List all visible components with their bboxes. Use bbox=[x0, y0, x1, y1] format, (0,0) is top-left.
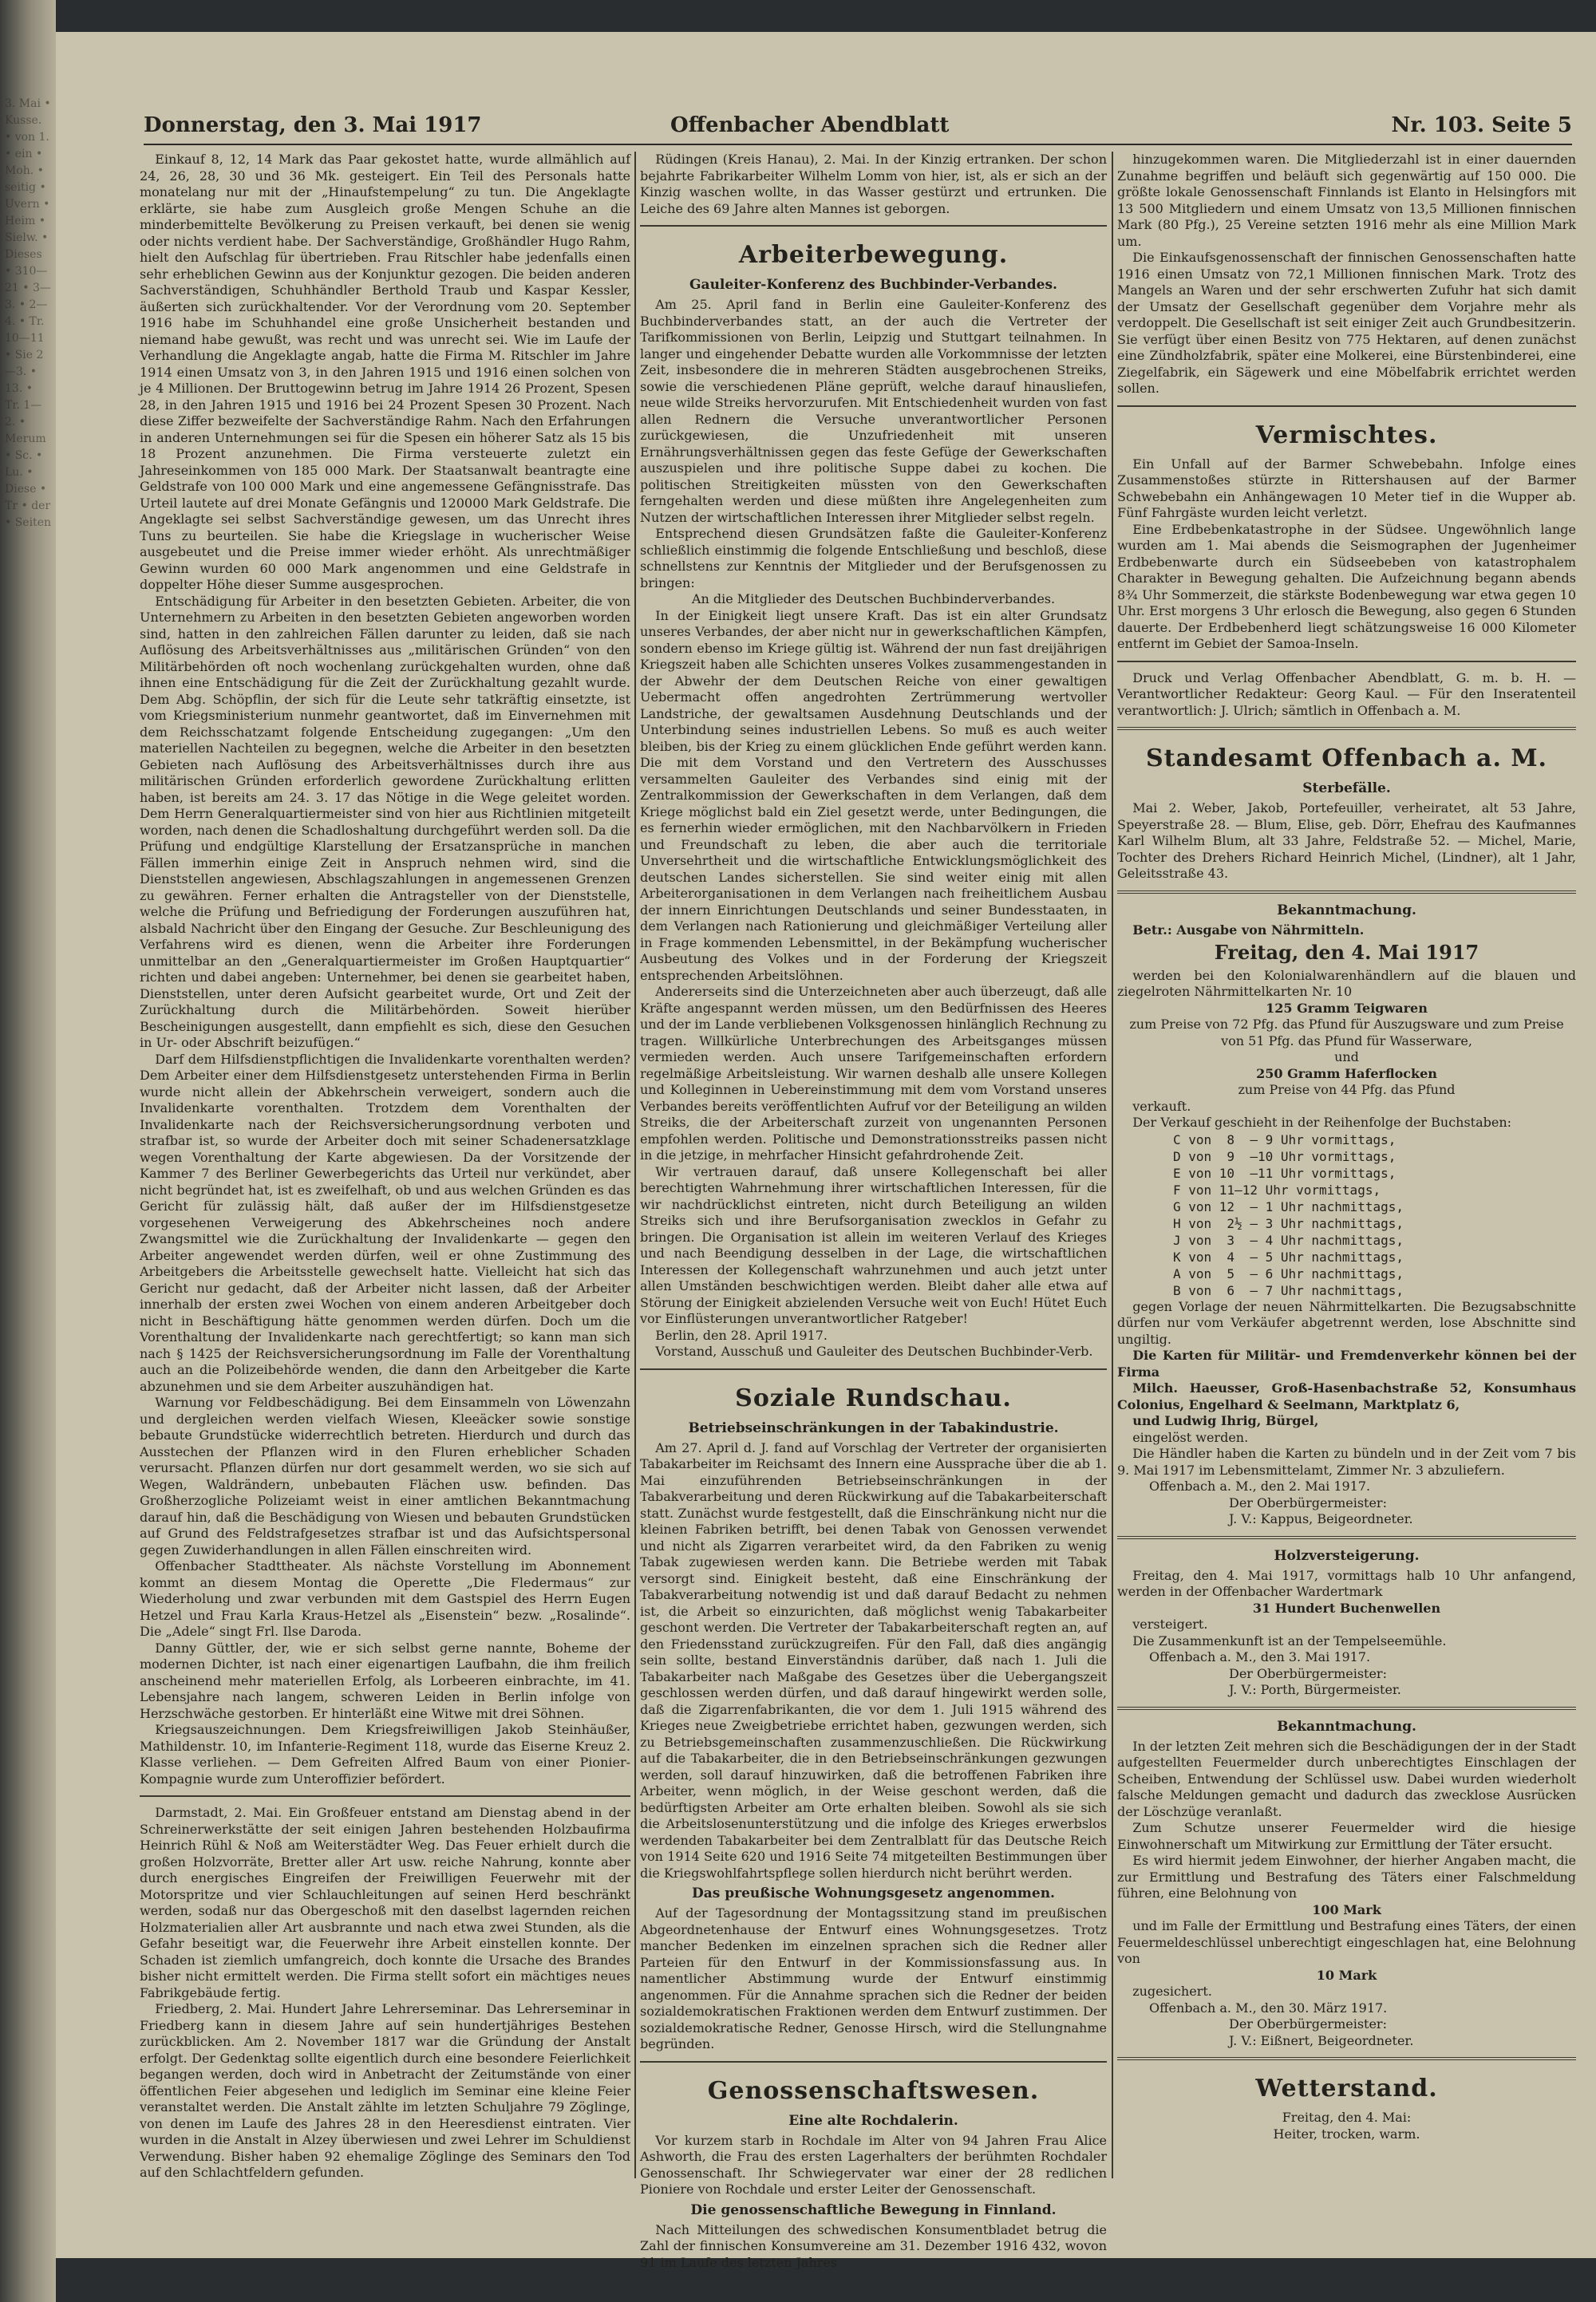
divider bbox=[140, 1795, 630, 1797]
notice-text: Die Händler haben die Karten zu bündeln und in der Zeit vom 7 bis 9. Mai 1917 im Lebensmittelamt, Zimmer Nr. 3 abzuliefern. bbox=[1117, 1446, 1576, 1478]
section-heading-labor: Arbeiterbewegung. bbox=[738, 241, 1009, 269]
weather-forecast: Heiter, trocken, warm. bbox=[1273, 2126, 1420, 2142]
schedule-row: C von 8 — 9 Uhr vormittags, bbox=[1173, 1131, 1396, 1147]
notice-text: und Ludwig Ihrig, Bürgel, bbox=[1132, 1413, 1319, 1428]
schedule-row: A von 5 — 6 Uhr nachmittags, bbox=[1173, 1266, 1404, 1281]
subheading-finland: Die genossenschaftliche Bewegung in Finnland. bbox=[690, 2201, 1057, 2218]
divider bbox=[640, 225, 1107, 227]
article-dateline: Berlin, den 28. April 1917. bbox=[655, 1327, 828, 1343]
notice-dateline: Offenbach a. M., den 2. Mai 1917. bbox=[1149, 1479, 1371, 1494]
divider bbox=[1117, 1707, 1576, 1710]
article-earthquake: Eine Erdbebenkatastrophe in der Südsee. Ungewöhnlich lange wurden am 1. Mai abends die Seismographen der Jugenheimer Erdbebenwarte durch ein Südseebeben von katastrophalem Charakter in Bewegung gehalten. Die Aufzeichnung begann abends 8¾ Uhr Sommerzeit, die stärkste Bodenbewegung war etwa gegen 10 Uhr. Erst morgens 3 Uhr erlosch die Bewegung, also gegen 6 Stunden dauerte. Der Erdbebenherd liegt schätzungsweise 16 000 Kilometer entfernt im Gebiet der Samoa-Inseln. bbox=[1117, 521, 1576, 651]
adjacent-page-text: 3. Mai • Kusse. • von 1. • ein • Moh. • seitig • Uvern • Heim • Sielw. • Dieses • 310—21 • 3—3. • 2—4. • Tr. 10—11 • Sie 2—3. • 13. • Tr. 1—2. • Merum • Sc. • Lu. • Diese • Tr • der • Seiten bbox=[5, 97, 51, 529]
notice-text: zum Preise von 72 Pfg. das Pfund für Auszugsware und zum Preise von 51 Pfg. das Pfund für Wasserware, bbox=[1129, 1017, 1564, 1048]
notice-signatory-title: Der Oberbürgermeister: bbox=[1229, 1495, 1387, 1510]
article-rochdale: Vor kurzem starb in Rochdale im Alter von 94 Jahren Frau Alice Ashworth, die Frau des ersten Lagerhalters der berühmten Rochdaler Genossenschaft. Ihr Schwiegervater war einer der 28 redlichen Pioniere von Rochdale und erster Leiter der Genossenschaft. bbox=[640, 2132, 1107, 2197]
notice-text: eingelöst werden. bbox=[1132, 1429, 1249, 1445]
divider bbox=[640, 1368, 1107, 1370]
notice-wood-auction bbox=[1117, 1547, 1576, 1699]
subheading-housing-law: Das preußische Wohnungsgesetz angenommen. bbox=[692, 1885, 1055, 1901]
notice-text: Die Karten für Militär- und Fremdenverkehr können bei der Firma bbox=[1117, 1348, 1576, 1380]
notice-text: werden bei den Kolonialwarenhändlern auf die blauen und ziegelroten Nährmittelkarten Nr. 10 bbox=[1117, 967, 1576, 999]
article-shoe-trial: Einkauf 8, 12, 14 Mark das Paar gekostet hatte, wurde allmählich auf 24, 26, 28, 30 und 36 Mk. gesteigert. Ein Teil des Personals hatte monatelang nur mit der „Hinaufstempelung“ zu tun. Die Angeklagte erklärte, sie habe zum Ausgleich große Mengen Schuhe an die minderbemittelte Bevölkerung zu Preisen verkauft, bei denen sie wenig oder nichts verdient habe. Der Sachverständige, Großhändler Hugo Rahm, hielt den Aufschlag für übertrieben. Frau Ritschler habe jedenfalls einen sehr erheblichen Gewinn aus der Konjunktur gezogen. Die beiden anderen Sachverständigen, Schuhhändler Berthold Traub und Kaspar Kessler, äußerten sich zurückhaltender. Vor der Verordnung vom 20. September 1916 habe im Schuhhandel eine große Unsicherheit bestanden und niemand habe gewußt, was recht und was unrecht sei. Wie im Laufe der Verhandlung die Angeklagte angab, hatte die Firma M. Ritschler im Jahre 1914 einen Umsatz von 3, in den Jahren 1915 und 1916 einen solchen von je 4 Millionen. Der Bruttogewinn betrug im Jahre 1914 26 Prozent, Spesen 28, in den Jahren 1915 und 1916 bei 24 Prozent Spesen 30 Prozent. Nach diese Ziffer bezweifelte der Sachverständige Rahm. Nach den Erfahrungen in anderen Unternehmungen sei für die Spesen ein höherer Satz als 15 bis 18 Prozent anzunehmen. Die Firma versteuerte zuletzt ein Jahreseinkommen von 185 000 Mark. Der Staatsanwalt beantragte eine Geldstrafe von 100 000 Mark und eine angemessene Gefängnisstrafe. Das Urteil lautete auf drei Monate Gefängnis und 120000 Mark Geldstrafe. Die Angeklagte sei selbst Sachverständige gewesen, um das Unrecht ihres Tuns zu beurteilen. Sie habe die Kriegslage in wucherischer Weise ausgebeutet und die Preise immer wieder erhöht. Als unrechtmäßiger Gewinn wurden 60 000 Mark angenommen und eine Geldstrafe in doppelter Höhe dieser Summe ausgesprochen. bbox=[140, 152, 630, 592]
notice-title: Holzversteigerung. bbox=[1274, 1547, 1420, 1564]
notice-food-distribution bbox=[1117, 902, 1576, 1528]
article-tobacco: Am 27. April d. J. fand auf Vorschlag der Vertreter der organisierten Tabakarbeiter im Reichsamt des Innern eine Aussprache über die ab 1. Mai einzuführenden Betriebseinschränkungen in der Tabakverarbeitung und deren Rückwirkung auf die Tabakarbeiterschaft statt. Zunächst wurde festgestellt, daß die Einschränkung nicht nur die kleinen Fabriken betrifft, bei denen Tabak von Genossen verwendet und nicht als Zigarren verarbeitet wird, da den Fabriken zu wenig Tabak zugewiesen werden kann. Die Betriebe werden mit Tabak versorgt sind. Einigkeit besteht, daß eine Einschränkung der Tabakverarbeitung notwendig ist und daß darauf Bedacht zu nehmen ist, die Arbeit so einzurichten, daß möglichst wenig Tabakarbeiter geschont werden. Die Vertreter der Tabakarbeiterschaft regten an, auf den Friedensstand zurückzugreifen. Für den Fall, daß dies angängig sein sollte, bestand Einverständnis darüber, daß nach 1. Juli die Tabakarbeiter nach Maßgabe des Gesetzes über die Uebergangszeit geschlossen werden dürfen, und daß darauf hingewirkt werden solle, daß die Zigarrenfabrikanten, die vor dem 1. Juli 1915 während des Krieges neue Zweigbetriebe errichtet haben, gezwungen werden, sich zu Betriebsgemeinschaften zusammenzuschließen. Die Rückwirkung auf die Tabakarbeiter, die in den Betriebseinschränkungen gezwungen werden, soll darauf hinzuwirken, daß die betroffenen Fabriken ihre Arbeiter, wenn möglich, in der Weise geschont werden, daß die bedürftigsten Arbeiter am Orte erhalten bleiben. Sowohl als sie sich die Arbeitslosenunterstützung und die infolge des Krieges erwerbslos werdenden Tabakarbeiter bei dem Zentralblatt für das Deutsche Reich von 1914 Seite 620 und 1916 Seite 74 mitgeteilten Bestimmungen über die Kriegswohlfahrtspflege sollen hierdurch nicht berührt werden. bbox=[640, 1439, 1107, 1881]
article-finland-wholesale: Die Einkaufsgenossenschaft der finnischen Genossenschaften hatte 1916 einen Umsatz von 72,1 Millionen finnischen Mark. Trotz des Mangels an Waren und der sehr erschwerten Zufuhr hat sich damit der Umsatz der Gesellschaft gegenüber dem Vorjahre mehr als verdoppelt. Die Gesellschaft ist seit einiger Zeit auch Grundbesitzerin. Sie verfügt über einen Besitz von 775 Hektaren, auf denen zunächst eine Zündholzfabrik, später eine Molkerei, eine Bürstenbinderei, eine Ziegelfabrik, ein Sägewerk und eine Möbelfabrik errichtet werden sollen. bbox=[1117, 250, 1576, 396]
schedule-row: H von 2½ — 3 Uhr nachmittags, bbox=[1173, 1215, 1404, 1231]
notice-fire-alarms bbox=[1117, 1718, 1576, 2050]
notice-text: zugesichert. bbox=[1132, 1984, 1212, 1999]
masthead-paper: Offenbacher Abendblatt bbox=[670, 113, 950, 137]
notice-text: Freitag, den 4. Mai 1917, vormittags halb 10 Uhr anfangend, werden in der Offenbacher Wardertmark bbox=[1117, 1567, 1576, 1599]
column-1 bbox=[140, 152, 630, 2180]
notice-dateline: Offenbach a. M., den 30. März 1917. bbox=[1149, 2000, 1388, 2016]
notice-text: gegen Vorlage der neuen Nährmittelkarten. Die Bezugsabschnitte dürfen nur vom Verkäufer abgetrennt werden, lose Abschnitte sind ungiltig. bbox=[1117, 1298, 1576, 1347]
column-3 bbox=[1117, 152, 1576, 2142]
masthead-page-number: Nr. 103. Seite 5 bbox=[1391, 113, 1572, 137]
subheading-tobacco: Betriebseinschränkungen in der Tabakindustrie. bbox=[688, 1420, 1059, 1436]
schedule-row: E von 10 —11 Uhr vormittags, bbox=[1173, 1165, 1396, 1181]
notice-item-wood: 31 Hundert Buchenwellen bbox=[1252, 1600, 1441, 1616]
notice-text: versteigert. bbox=[1132, 1617, 1208, 1632]
article-paragraph: Entsprechend diesen Grundsätzen faßte die Gauleiter-Konferenz schließlich einstimmig die folgende Entschließung und beschloß, diese schnellstens zur Kenntnis der Mitglieder und der Berufsgenossen zu bringen: bbox=[640, 526, 1107, 590]
article-finland: Nach Mitteilungen des schwedischen Konsumentbladet betrug die Zahl der finnischen Konsumvereine am 31. Dezember 1916 432, wovon 91 im Laufe des letzten Jahres bbox=[640, 2221, 1107, 2270]
article-signature: Vorstand, Ausschuß und Gauleiter des Deutschen Buchbinder-Verb. bbox=[655, 1344, 1093, 1359]
notice-text: Es wird hiermit jedem Einwohner, der hierher Angaben macht, die zur Ermittlung und Bestrafung des Täters einer Falschmeldung führen, eine Belohnung von bbox=[1117, 1853, 1576, 1901]
column-rule-right bbox=[1112, 152, 1113, 2178]
column-2 bbox=[640, 152, 1107, 2270]
subheading-conference: Gauleiter-Konferenz des Buchbinder-Verbandes. bbox=[689, 277, 1057, 293]
section-heading-miscellaneous: Vermischtes. bbox=[1255, 421, 1438, 449]
article-finland-cont: hinzugekommen waren. Die Mitgliederzahl ist in einer dauernden Zunahme begriffen und beläuft sich gegenwärtig auf 150 000. Die größte lokale Genossenschaft Finnlands ist Elanto in Helsingfors mit 13 500 Mitgliedern und einem Umsatz von 13,5 Millionen finnischen Mark (80 Pfg.), 25 Vereine setzten 1916 mehr als eine Million Mark um. bbox=[1117, 152, 1576, 249]
masthead bbox=[144, 110, 1572, 145]
article-theater: Offenbacher Stadttheater. Als nächste Vorstellung im Abonnement kommt an diesem Montag die Operette „Die Fledermaus“ zur Wiederholung und zwar verbunden mit dem Gastspiel des Herrn Eugen Hetzel und Frau Karla Kraus-Hetzel als „Eisenstein“ bezw. „Rosalinde“. Die „Adele“ singt Frl. Ilse Daroda. bbox=[140, 1558, 630, 1639]
notice-reward: 100 Mark bbox=[1312, 1901, 1381, 1917]
notice-subject: Betr.: Ausgabe von Nährmitteln. bbox=[1132, 922, 1365, 938]
notice-text: zum Preise von 44 Pfg. das Pfund bbox=[1238, 1082, 1456, 1097]
notice-text: und bbox=[1334, 1049, 1359, 1064]
notice-text: In der letzten Zeit mehren sich die Beschädigungen der in der Stadt aufgestellten Feuermelder durch unberechtigtes Einschlagen der Scheiben, Entwendung der Schlüssel usw. Dabei wurden wiederholt falsche Meldungen gemacht und dadurch das zwecklose Ausrücken der Löschzüge veranlaßt. bbox=[1117, 1738, 1576, 1819]
subheading-rochdale: Eine alte Rochdalerin. bbox=[788, 2112, 958, 2129]
schedule-row: K von 4 — 5 Uhr nachmittags, bbox=[1173, 1249, 1404, 1265]
schedule-row: F von 11—12 Uhr vormittags, bbox=[1173, 1182, 1381, 1198]
schedule-row: D von 9 —10 Uhr vormittags, bbox=[1173, 1148, 1396, 1164]
section-heading-social: Soziale Rundschau. bbox=[735, 1384, 1012, 1412]
notice-title: Bekanntmachung. bbox=[1277, 1718, 1416, 1735]
notice-text: Milch. Haeusser, Groß-Hasenbachstraße 52, Konsumhaus Colonius, Engelhard & Seelmann, Marktplatz 6, bbox=[1117, 1380, 1576, 1412]
section-heading-cooperatives: Genossenschaftswesen. bbox=[707, 2076, 1040, 2105]
subheading-deaths: Sterbefälle. bbox=[1302, 780, 1391, 796]
article-friedberg-seminar: Friedberg, 2. Mai. Hundert Jahre Lehrerseminar. Das Lehrerseminar in Friedberg kann in diesem Jahre auf sein hundertjähriges Bestehen zurückblicken. Am 2. November 1817 war die Gründung der Anstalt erfolgt. Der Gedenktag sollte eigentlich durch eine besondere Feierlichkeit begangen werden, doch wird in Anbetracht der Zeitumstände von einer öffentlichen Feier abgesehen und lediglich im Seminar eine kleine Feier veranstaltet werden. Die Anstalt zählte im letzten Schuljahre 79 Zöglinge, von denen im Laufe des Jahres 28 in den Heeresdienst eintraten. Vier wurden in die Anstalt in Alzey überwiesen und zwei Lehrer im Schuldienst Verwendung. Bisher haben 92 ehemalige Zöglinge des Seminars den Tod auf den Schlachtfeldern gefunden. bbox=[140, 2001, 630, 2180]
schedule-row: G von 12 — 1 Uhr nachmittags, bbox=[1173, 1198, 1404, 1214]
notice-reward: 10 Mark bbox=[1316, 1967, 1377, 1983]
weather-report bbox=[1117, 2073, 1576, 2142]
article-paragraph: Andererseits sind die Unterzeichneten aber auch überzeugt, daß alle Kräfte angespannt werden müssen, um den Bedürfnissen des Heeres und der im Lande verbliebenen Volksgenossen hinlänglich Rechnung zu tragen. Willkürliche Unterbrechungen des Arbeitsganges müssen vermieden werden. Auch unsere Tarifgemeinschaften erfordern regelmäßige Arbeitsleistung. Wir warnen deshalb alle unsere Kollegen und Kolleginnen in Uebereinstimmung mit dem vom Vorstand unseres Verbandes bereits veröffentlichten Aufruf vor der Beteiligung an wilden Streiks, die der Arbeiterschaft zurzeit von ungenannten Personen empfohlen werden. Politische und Demonstrationsstreiks passen nicht in die jetzige, in mehrfacher Hinsicht gefahrdrohende Zeit. bbox=[640, 984, 1107, 1163]
notice-signatory-title: Der Oberbürgermeister: bbox=[1229, 2016, 1387, 2032]
article-ruedingen: Rüdingen (Kreis Hanau), 2. Mai. In der Kinzig ertranken. Der schon bejahrte Fabrikarbeiter Wilhelm Lomm von hier, ist, als er sich an der Kinzig waschen wollte, in das Wasser gestürzt und ertrunken. Die Leiche des 69 Jahre alten Mannes ist geborgen. bbox=[640, 152, 1107, 216]
article-field-damage: Warnung vor Feldbeschädigung. Bei dem Einsammeln von Löwenzahn und dergleichen werden vielfach Wiesen, Kleeäcker sowie sonstige bebaute Grundstücke widerrechtlich betreten. Hierdurch und durch das Ausstechen der Pflanzen wird in den Fluren erheblicher Schaden verursacht. Pflanzen dürfen nur dort gesammelt werden, wo sie sich auf Wegen, Waldrändern, unbebauten Flächen usw. befinden. Das Großherzogliche Polizeiamt weist in einer amtlichen Bekanntmachung darauf hin, daß die Beschädigung von Wiesen und bebauten Grundstücken auf Grund des Feldstrafgesetzes strafbar ist und das Aufsichtspersonal gegen Zuwiderhandlungen in allen Fällen einschreiten wird. bbox=[140, 1395, 630, 1558]
schedule-row: B von 6 — 7 Uhr nachmittags, bbox=[1173, 1282, 1404, 1298]
article-paragraph: In der Einigkeit liegt unsere Kraft. Das ist ein alter Grundsatz unseres Verbandes, der aber nicht nur in gewerkschaftlichen Kämpfen, sondern ebenso im Kriege gültig ist. Während der nun fast dreijährigen Kriegszeit haben alle Schichten unseres Volkes zusammengestanden in der Abwehr der dem Deutschen Reiche von einer gewaltigen Uebermacht offen angedrohten Zertrümmerung wertvoller Landstriche, der gewaltsamen Ausdehnung Deutschlands und der Unterbindung seines industriellen Lebens. So muß es auch weiter bleiben, bis der Krieg zu einem glücklichen Ende geführt werden kann. Die mit dem Vorstand und den Vertretern des Ausschusses versammelten Gauleiter des Verbandes sind einig mit der Zentralkommission der Gewerkschaften in dem Verlangen, daß dem Kriege möglichst bald ein Ziel gesetzt werde, unter Bedingungen, die es fernerhin wieder ermöglichen, mit den Nachbarvölkern in Frieden und Freundschaft zu leben, die aber auch die territoriale Unversehrtheit und die wirtschaftliche Entwicklungsmöglichkeit des deutschen Landes sicherstellen. Sie sind weiter einig mit allen Arbeiterorganisationen in dem Verlangen nach freiheitlichem Ausbau der innern Einrichtungen Deutschlands und seiner Bundesstaaten, in dem Verlangen nach Rationierung und gleichmäßiger Verteilung aller in Frage kommenden Lebensmittel, in der Bekämpfung wucherischer Ausbeutung des Volkes und in der Forderung der Kriegszeit entsprechenden Arbeitslöhnen. bbox=[640, 607, 1107, 983]
article-paragraph: Wir vertrauen darauf, daß unsere Kollegenschaft bei aller berechtigten Wahrnehmung ihrer wirtschaftlichen Interessen, für die wir nachdrücklichst eintreten, nicht durch Beteiligung an wilden Streiks sich und ihre Berufsorganisation zwecklos in Gefahr zu bringen. Die Organisation ist allein im weiteren Verlauf des Krieges und nach Beendigung desselben in der Lage, die wirtschaftlichen Interessen der Kollegenschaft wahrzunehmen und auch jetzt unter allen Umständen beschwichtigen werden. Bleibt daher alle etwa auf Störung der Einigkeit abzielenden Versuche weit von Euch! Hütet Euch vor Einflüsterungen unverantwortlicher Ratgeber! bbox=[640, 1163, 1107, 1326]
notice-item-oats: 250 Gramm Haferflocken bbox=[1256, 1065, 1437, 1081]
resolution-heading: An die Mitglieder des Deutschen Buchbinderverbandes. bbox=[691, 591, 1056, 606]
article-conference: Am 25. April fand in Berlin eine Gauleiter-Konferenz des Buchbinderverbandes statt, an der auch die Vertreter der Tarifkommissionen von Berlin, Leipzig und Stuttgart teilnahmen. In langer und eingehender Debatte wurden alle Vorkommnisse der letzten Zeit, insbesondere die in mehreren Städten ausgebrochenen Streiks, sowie die verschiedenen Pläne geprüft, welche darauf hinausliefen, neue wilde Streiks hervorzurufen. Mit Entschiedenheit wurden von fast allen Rednern die Versuche unverantwortlicher Personen zurückgewiesen, die Unzufriedenheit mit unseren Ernährungsverhältnissen gegen das feste Gefüge der Gewerkschaften auszuspielen und ihre politische Suppe dabei zu kochen. Die politischen Streitigkeiten müssten von den Gewerkschaften ferngehalten werden und diese müßten ihre Angelegenheiten zum Nutzen der wirtschaftlichen Interessen ihrer Mitglieder selbst regeln. bbox=[640, 297, 1107, 525]
divider bbox=[640, 2061, 1107, 2063]
article-housing-law: Auf der Tagesordnung der Montagssitzung stand im preußischen Abgeordnetenhause der Entwurf eines Wohnungsgesetzes. Trotz mancher Bedenken im einzelnen sprachen sich die Redner aller Parteien für den Entwurf in der Kommissionsfassung aus. In namentlicher Abstimmung wurde der Entwurf einstimmig angenommen. Für die Annahme sprachen sich die Redner der beiden sozialdemokratischen Fraktionen werden dem Entwurf zustimmen. Der sozialdemokratische Redner, Genosse Hirsch, wird die Stellungnahme begründen. bbox=[640, 1905, 1107, 2051]
notice-signatory: J. V.: Eißnert, Beigeordneter. bbox=[1229, 2032, 1414, 2048]
notice-text: Die Zusammenkunft ist an der Tempelseemühle. bbox=[1132, 1633, 1447, 1649]
article-darmstadt-fire: Darmstadt, 2. Mai. Ein Großfeuer entstand am Dienstag abend in der Schreinerwerkstätte der seit einigen Jahren bestehenden Holzbaufirma Heinrich Rühl & Noß am Weiterstädter Weg. Das Feuer erhielt durch die großen Holzvorräte, Bretter aller Art usw. reiche Nahrung, konnte aber durch energisches Eingreifen der Freiwilligen Feuerwehr mit der Motorspritze und vier Schlauchleitungen auf seinen Herd beschränkt werden, sodaß nur das Obergeschoß mit den daselbst lagernden reichen Holzmaterialien aller Art ausbrannte und nach etwa zwei Stunden, als die Gefahr beseitigt war, die Feuerwehr ihre Arbeit einstellen konnte. Der Schaden ist ziemlich umfangreich, doch konnte die Ursache des Brandes bisher nicht ermittelt werden. Die Firma stellt sofort ein mächtiges neues Fabrikgebäude fertig. bbox=[140, 1805, 630, 2000]
divider bbox=[1117, 661, 1576, 662]
notice-dateline: Offenbach a. M., den 3. Mai 1917. bbox=[1149, 1649, 1371, 1664]
schedule-row: J von 3 — 4 Uhr nachmittags, bbox=[1173, 1232, 1404, 1248]
divider bbox=[1117, 1536, 1576, 1539]
adjacent-page-edge bbox=[0, 0, 56, 2302]
notice-text: Zum Schutze unserer Feuermelder wird die hiesige Einwohnerschaft um Mitwirkung zur Ermittlung der Täter ersucht. bbox=[1117, 1820, 1576, 1852]
notice-text: verkauft. bbox=[1132, 1098, 1191, 1114]
notice-title: Bekanntmachung. bbox=[1277, 902, 1416, 918]
newspaper-page bbox=[56, 32, 1596, 2270]
article-war-decorations: Kriegsauszeichnungen. Dem Kriegsfreiwilligen Jakob Steinhäußer, Mathildenstr. 10, im Infanterie-Regiment 118, wurde das Eiserne Kreuz 2. Klasse verliehen. — Dem Gefreiten Alfred Baum von einer Pionier-Kompagnie wurde zum Unteroffizier befördert. bbox=[140, 1722, 630, 1787]
divider bbox=[1117, 890, 1576, 894]
notice-date: Freitag, den 4. Mai 1917 bbox=[1214, 941, 1479, 964]
death-notices: Mai 2. Weber, Jakob, Portefeuiller, verheiratet, alt 53 Jahre, Speyerstraße 28. — Blum, Elise, geb. Dörr, Ehefrau des Kaufmannes Karl Wilhelm Blum, alt 33 Jahre, Feldstraße 52. — Michel, Marie, Tochter des Drehers Richard Heinrich Michel, (Lindner), alt 1 Jahr, Geleitsstraße 43. bbox=[1117, 800, 1576, 881]
article-occupied-territories: Entschädigung für Arbeiter in den besetzten Gebieten. Arbeiter, die von Unternehmern zu Arbeiten in den besetzten Gebieten angeworben worden sind, hatten in den zahlreichen Fällen darunter zu leiden, daß sie nach Auflösung des Arbeitsverhältnisses aus „militärischen Gründen“ von den Militärbehörden oft noch wochenlang zurückgehalten wurden, ohne daß ihnen eine Entschädigung für die Zeit der Zurückhaltung gezahlt wurde. Dem Abg. Schöpflin, der sich für die Leute sehr tatkräftig einsetzte, ist vom Kriegsministerium nunmehr geantwortet, daß im Einvernehmen mit dem Reichsschatzamt folgende Entscheidung zugegangen: „Um den materiellen Nachteilen zu begegnen, welche die Arbeiter in den besetzten Gebieten nach Auflösung des Arbeitsverhältnisses durch ihre aus militärischen Gründen erforderlich gewordene Zurückhaltung erlitten haben, ist bereits am 24. 3. 17 das Nötige in die Wege geleitet worden. Dem Herrn Generalquartiermeister sind von hier aus Richtlinien mitgeteilt worden, nach denen die Schadloshaltung durchgeführt werden soll. Da die Prüfung und endgültige Klarstellung der Ersatzansprüche in manchen Fällen immerhin einige Zeit in Anspruch nehmen wird, sind die Dienststellen angewiesen, Abschlagszahlungen in angemessenen Grenzen zu gewähren. Ferner erhalten die Antragsteller von der Dienststelle, welche die Prüfung und Befriedigung der Forderungen auszuführen hat, alsbald Nachricht über den Eingang der Gesuche. Zur Beschleunigung des Verfahrens wird es dienen, wenn die Arbeiter ihre Forderungen unmittelbar an den „Generalquartiermeister im Großen Hauptquartier“ richten und dabei angeben: Unternehmer, bei denen sie gearbeitet haben, Dienststellen, unter deren Aufsicht gearbeitet wurde, Ort und Zeit der Zurückhaltung durch die Militärbehörden. Soweit hierüber Bescheinigungen ausgestellt, dann empfiehlt es sich, diese den Gesuchen in Ur- oder Abschrift beizufügen.“ bbox=[140, 593, 630, 1050]
divider bbox=[1117, 2057, 1576, 2060]
notice-text: und im Falle der Ermittlung und Bestrafung eines Täters, der einen Feuermeldeschlüssel unberechtigt eingeschlagen hat, eine Belohnung von bbox=[1117, 1918, 1576, 1966]
divider bbox=[1117, 727, 1576, 730]
weather-date: Freitag, den 4. Mai: bbox=[1282, 2110, 1412, 2125]
imprint: Druck und Verlag Offenbacher Abendblatt, G. m. b. H. — Verantwortlicher Redakteur: Georg Kaul. — Für den Inseratenteil verantwortlich: J. Ulrich; sämtlich in Offenbach a. M. bbox=[1117, 669, 1576, 718]
section-heading-weather: Wetterstand. bbox=[1255, 2075, 1438, 2103]
notice-signatory: J. V.: Kappus, Beigeordneter. bbox=[1229, 1511, 1413, 1526]
notice-text: Der Verkauf geschieht in der Reihenfolge der Buchstaben: bbox=[1132, 1115, 1512, 1130]
notice-signatory: J. V.: Porth, Bürgermeister. bbox=[1229, 1682, 1401, 1697]
article-barmen-accident: Ein Unfall auf der Barmer Schwebebahn. Infolge eines Zusammenstoßes stürzte in Rittershausen auf der Barmer Schwebebahn ein Anhängewagen 10 Meter tief in die Wupper ab. Fünf Fahrgäste wurden leicht verletzt. bbox=[1117, 456, 1576, 520]
sales-schedule bbox=[1173, 1131, 1576, 1299]
article-obituary: Danny Güttler, der, wie er sich selbst gerne nannte, Boheme der modernen Dichter, ist nach einer eigenartigen Laufbahn, die ihm freilich anscheinend mehr materiellen Erfolg, als Lorbeeren einbrachte, im 41. Lebensjahre nach langem, schweren Leiden in Berlin infolge von Herzschwäche gestorben. Er hinterläßt eine Witwe mit drei Söhnen. bbox=[140, 1640, 630, 1721]
masthead-date: Donnerstag, den 3. Mai 1917 bbox=[144, 113, 482, 137]
section-heading-registry: Standesamt Offenbach a. M. bbox=[1146, 744, 1547, 772]
notice-signatory-title: Der Oberbürgermeister: bbox=[1229, 1665, 1387, 1681]
article-invalid-card: Darf dem Hilfsdienstpflichtigen die Invalidenkarte vorenthalten werden? Dem Arbeiter einer dem Hilfsdienstgesetz unterstehenden Firma in Berlin wurde nicht allein der Abkehrschein verweigert, sondern auch die Invalidenkarte vorenthalten. Trotzdem dem Vorenthalten der Invalidenkarte nach der Reichsversicherungsordnung verboten und strafbar ist, so wurde der Arbeiter doch mit seiner Schadenersatzklage wegen Vorenthaltung der Karte abgewiesen. Da der Vorsitzende der Kammer 7 des Berliner Gewerbegerichts das Urteil nur verkündet, aber nicht begründet hat, ist es zweifelhaft, ob und aus welchen Gründen es das Gericht für zulässig hält, daß außer der im Hilfsdienstgesetze vorgesehenen Verweigerung des Abkehrscheines noch andere Zwangsmittel wie die Zurückhaltung der Invalidenkarte — gegen den Arbeiter angewendet werden dürfen, weil er ohne Zustimmung des Arbeitgebers die Arbeitsstelle gewechselt hatte. Vielleicht hat sich das Gericht nur gedacht, daß der Arbeiter nicht lassen, daß der Arbeiter innerhalb der ersten zwei Wochen von einem anderen Arbeitgeber doch nicht in Beschäftigung hätte genommen werden dürfen. Doch um die Vorenthaltung der Invalidenkarte nach gerechtfertigt; so kann man sich nach § 1425 der Reichsversicherungsordnung im Falle der Vorenthaltung auch an die Polizeibehörde wenden, die dann den Arbeitgeber die Karte abzunehmen und sie dem Arbeiter auszuhändigen hat. bbox=[140, 1051, 630, 1394]
divider bbox=[1117, 405, 1576, 407]
column-rule-left bbox=[634, 152, 636, 2178]
notice-item-pasta: 125 Gramm Teigwaren bbox=[1266, 1000, 1428, 1016]
